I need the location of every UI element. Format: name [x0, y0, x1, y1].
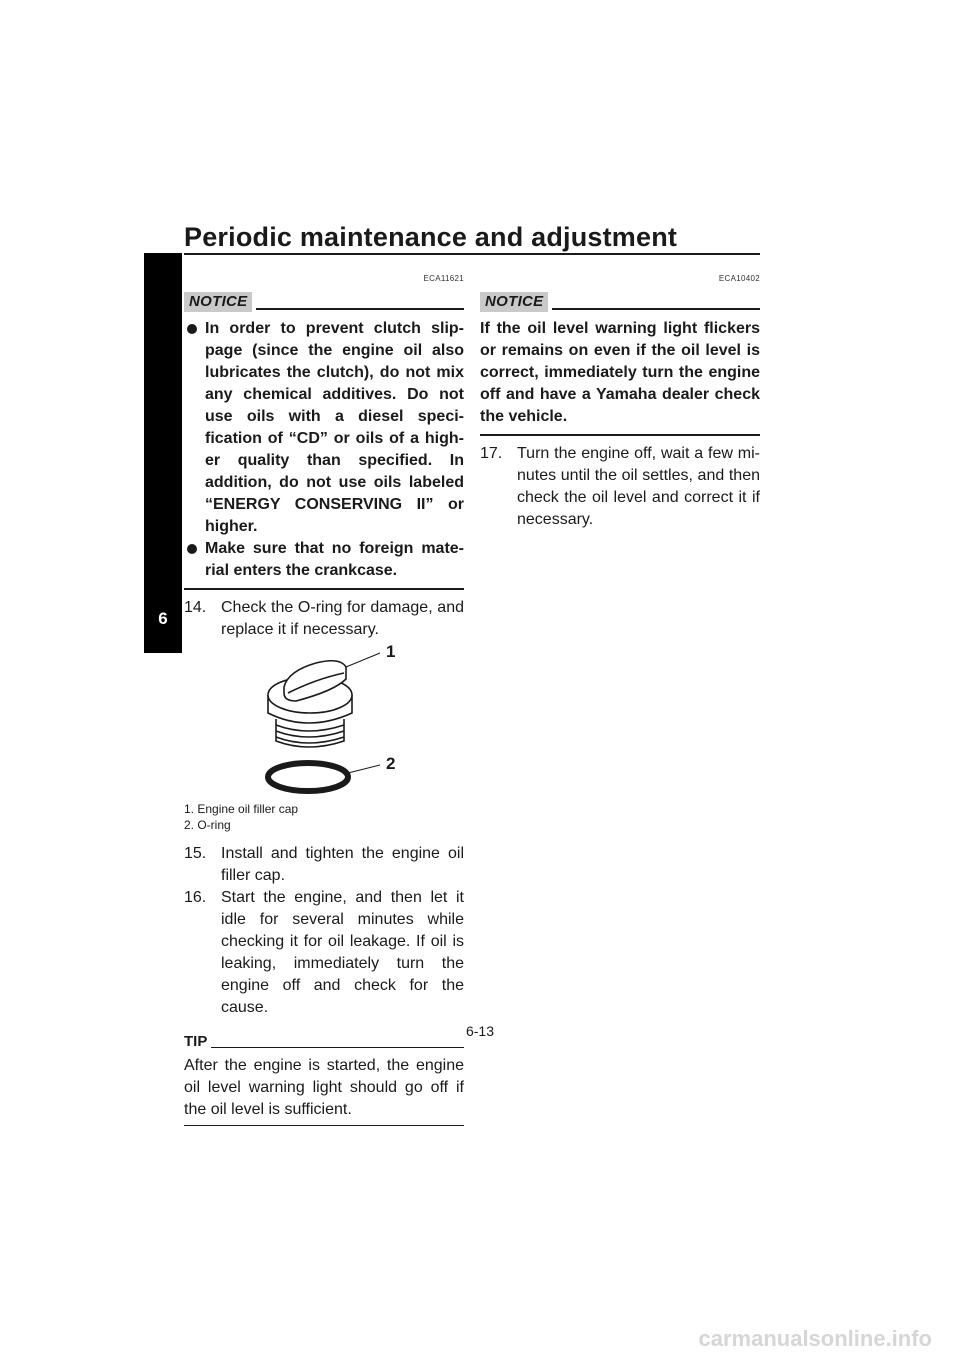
- step-item: [184, 597, 464, 641]
- step-text: Turn the engine off, wait a few mi-nutes until the oil settles, and then check the oil level and correct it if necessary.: [517, 445, 760, 528]
- chapter-tab: [144, 253, 182, 653]
- notice-code: ECA10402: [718, 274, 760, 283]
- step-number: 15.: [184, 845, 207, 862]
- notice-rule: [552, 308, 760, 310]
- bullet-icon: [187, 544, 197, 554]
- step-number: 16.: [184, 889, 207, 906]
- oil-cap-figure: [184, 642, 464, 799]
- title-rule: [184, 253, 760, 255]
- notice-header: [480, 290, 760, 312]
- notice-bullet: [184, 538, 464, 582]
- step-text: Check the O-ring for damage, and replace it if necessary.: [221, 599, 464, 638]
- step-text: Install and tighten the engine oil filler cap.: [221, 845, 464, 884]
- watermark: carmanualsonline.info: [698, 1326, 932, 1351]
- step-item: [184, 843, 464, 887]
- notice-header: [184, 290, 464, 312]
- left-column: [184, 274, 464, 1126]
- chapter-number: 6: [158, 609, 168, 628]
- callout-1: 1: [386, 642, 396, 661]
- notice-body: [184, 312, 464, 590]
- legend-item: 2. O-ring: [184, 818, 231, 832]
- notice-badge: NOTICE: [480, 292, 548, 312]
- oil-filler-cap-illustration: [184, 649, 464, 799]
- step-number: 14.: [184, 599, 207, 616]
- bullet-icon: [187, 324, 197, 334]
- tip-label: TIP: [184, 1033, 208, 1050]
- step-text: Start the engine, and then let it idle for several minutes while checking it for oil leakage. If oil is leaking, immediately turn the engine off and check for the cause.: [221, 889, 464, 1016]
- notice-rule: [256, 308, 464, 310]
- page-number: 6-13: [465, 1023, 495, 1039]
- notice-bullet-text: Make sure that no foreign mate-rial enters the crankcase.: [205, 540, 464, 579]
- step-item: [480, 443, 760, 531]
- notice-bullet-text: In order to prevent clutch slip-page (since the engine oil also lubricates the clutch), do not mix any chemical additives. Do not use oils with a diesel speci-fication of “CD” or oils of a high-er quality than specified. In addition, do not use oils labeled “ENERGY CONSERVING II” or higher.: [205, 320, 464, 535]
- notice-body: [480, 312, 760, 436]
- callout-2: 2: [386, 754, 396, 773]
- notice-code: ECA11621: [423, 274, 464, 283]
- notice-text: If the oil level warning light flickers or remains on even if the oil level is correct, immediately turn the engine off and have a Yamaha dealer check the vehicle.: [480, 320, 760, 425]
- tip-rule: [211, 1047, 464, 1048]
- page-title: Periodic maintenance and adjustment: [184, 222, 678, 252]
- notice-bullet: [184, 318, 464, 538]
- notice-badge: NOTICE: [184, 292, 252, 312]
- right-column: [480, 274, 760, 531]
- step-number: 17.: [480, 445, 503, 462]
- step-item: [184, 887, 464, 1019]
- legend-item: 1. Engine oil filler cap: [184, 802, 299, 816]
- tip-body: After the engine is started, the engine oil level warning light should go off if the oil level is sufficient.: [184, 1051, 464, 1126]
- figure-legend: [184, 801, 464, 833]
